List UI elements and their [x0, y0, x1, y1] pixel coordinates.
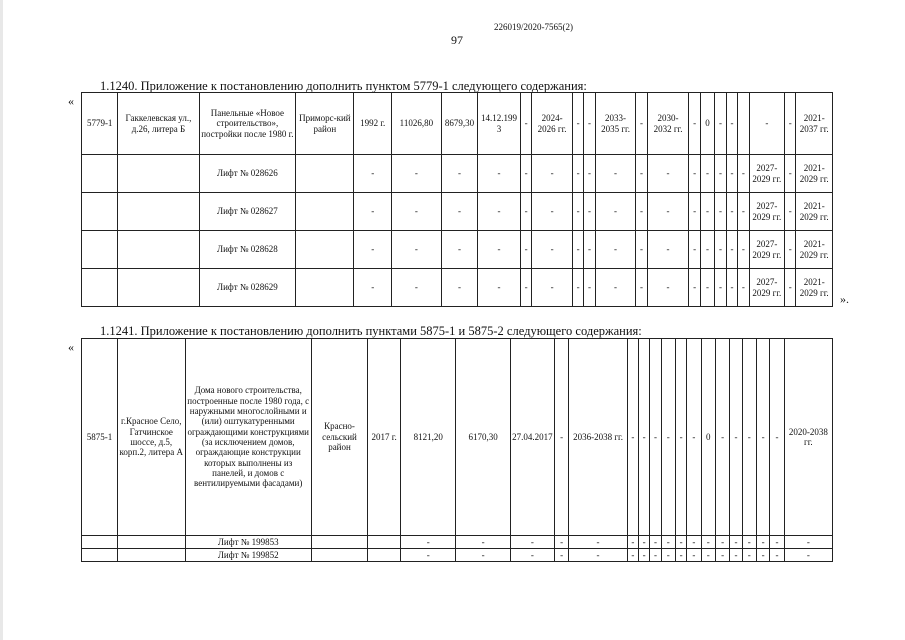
dash-cell: -: [726, 155, 737, 193]
dash-cell: -: [700, 269, 715, 307]
value-cell: -: [520, 93, 531, 155]
dash-cell: -: [520, 231, 531, 269]
table-row-lift: [82, 231, 833, 269]
dash-cell: -: [756, 536, 769, 549]
dash-cell: -: [354, 193, 391, 231]
lift-name: Лифт № 199853: [185, 536, 311, 549]
living-area-cell: 8679,30: [441, 93, 477, 155]
dash-cell: -: [391, 269, 441, 307]
scan-edge: [0, 0, 3, 640]
period-cell: 2021-2029 гг.: [796, 155, 833, 193]
dash-cell: -: [687, 549, 701, 562]
dash-cell: -: [715, 536, 729, 549]
dash-cell: -: [572, 269, 583, 307]
value-cell: 0: [700, 93, 715, 155]
dash-cell: -: [730, 339, 742, 536]
dash-cell: -: [572, 155, 583, 193]
dash-cell: -: [687, 339, 701, 536]
value-cell: 0: [701, 339, 715, 536]
dash-cell: -: [456, 536, 510, 549]
dash-cell: -: [554, 536, 568, 549]
section-1240-heading: 1.1240. Приложение к постановлению дополнить пунктом 5779-1 следующего содержания:: [100, 79, 587, 93]
lift-name: Лифт № 199852: [185, 549, 311, 562]
period-cell: 2020-2038 гг.: [784, 339, 832, 536]
dash-cell: -: [639, 339, 650, 536]
dash-cell: -: [650, 536, 661, 549]
dash-cell: -: [785, 231, 796, 269]
dash-cell: -: [441, 193, 477, 231]
total-area-cell: 8121,20: [401, 339, 456, 536]
dash-cell: -: [785, 269, 796, 307]
dash-cell: -: [532, 231, 573, 269]
dash-cell: -: [770, 549, 784, 562]
dash-cell: -: [354, 269, 391, 307]
dash-cell: -: [456, 549, 510, 562]
table-row-main: [82, 93, 833, 155]
dash-cell: -: [569, 549, 627, 562]
dash-cell: -: [478, 231, 521, 269]
dash-cell: -: [785, 155, 796, 193]
dash-cell: -: [700, 155, 715, 193]
dash-cell: -: [391, 193, 441, 231]
dash-cell: -: [687, 536, 701, 549]
dash-cell: -: [730, 549, 742, 562]
section-1241-heading: 1.1241. Приложение к постановлению дополнить пунктами 5875-1 и 5875-2 следующего содержания:: [100, 324, 642, 338]
dash-cell: -: [569, 536, 627, 549]
date-cell: 14.12.1993: [478, 93, 521, 155]
dash-cell: -: [661, 549, 675, 562]
dash-cell: -: [715, 549, 729, 562]
dash-cell: -: [701, 536, 715, 549]
value-cell: -: [572, 93, 583, 155]
dash-cell: -: [647, 193, 689, 231]
dash-cell: -: [726, 231, 737, 269]
close-quote: ».: [840, 292, 849, 306]
dash-cell: -: [584, 269, 595, 307]
dash-cell: -: [650, 339, 661, 536]
dash-cell: -: [738, 269, 749, 307]
dash-cell: -: [391, 231, 441, 269]
table-row-lift: [82, 155, 833, 193]
dash-cell: -: [726, 269, 737, 307]
dash-cell: -: [661, 536, 675, 549]
dash-cell: -: [441, 155, 477, 193]
dash-cell: -: [520, 155, 531, 193]
table-item-5779-1: [81, 92, 833, 307]
dash-cell: -: [738, 193, 749, 231]
dash-cell: -: [647, 231, 689, 269]
dash-cell: -: [700, 193, 715, 231]
dash-cell: -: [391, 155, 441, 193]
dash-cell: -: [738, 155, 749, 193]
value-cell: -: [584, 93, 595, 155]
dash-cell: -: [636, 231, 647, 269]
dash-cell: -: [401, 536, 456, 549]
dash-cell: -: [510, 549, 554, 562]
dash-cell: -: [572, 193, 583, 231]
table-item-5875-1: [81, 338, 833, 562]
dash-cell: -: [639, 549, 650, 562]
lift-name: Лифт № 028627: [199, 193, 296, 231]
value-cell: -: [554, 339, 568, 536]
lift-name: Лифт № 028626: [199, 155, 296, 193]
open-quote: «: [68, 94, 74, 108]
dash-cell: -: [661, 339, 675, 536]
table-row-main: [82, 339, 833, 536]
dash-cell: -: [584, 231, 595, 269]
open-quote: «: [68, 340, 74, 354]
dash-cell: -: [510, 536, 554, 549]
dash-cell: -: [636, 193, 647, 231]
period-cell: 2033-2035 гг.: [595, 93, 636, 155]
value-cell: -: [715, 93, 726, 155]
dash-cell: -: [647, 155, 689, 193]
value-cell: -: [785, 93, 796, 155]
year-cell: 2017 г.: [368, 339, 401, 536]
lift-name: Лифт № 028629: [199, 269, 296, 307]
dash-cell: -: [478, 269, 521, 307]
value-cell: -: [636, 93, 647, 155]
dash-cell: -: [675, 536, 686, 549]
dash-cell: -: [354, 231, 391, 269]
item-number: 5779-1: [82, 93, 118, 155]
dash-cell: -: [715, 231, 726, 269]
address-cell: г.Красное Село, Гатчинское шоссе, д.5, корп.2, литера А: [117, 339, 185, 536]
district-cell: Красно-сельский район: [311, 339, 367, 536]
dash-cell: -: [595, 155, 636, 193]
dash-cell: -: [595, 269, 636, 307]
period-cell: 2027-2029 гг.: [749, 193, 784, 231]
period-cell: 2021-2029 гг.: [796, 231, 833, 269]
item-number: 5875-1: [82, 339, 118, 536]
period-cell: 2036-2038 гг.: [569, 339, 627, 536]
period-cell: 2027-2029 гг.: [749, 231, 784, 269]
dash-cell: -: [584, 155, 595, 193]
dash-cell: -: [675, 549, 686, 562]
dash-cell: -: [532, 155, 573, 193]
dash-cell: -: [478, 193, 521, 231]
dash-cell: -: [742, 536, 756, 549]
dash-cell: -: [639, 536, 650, 549]
dash-cell: -: [595, 231, 636, 269]
address-cell: Гаккелевская ул., д.26, литера Б: [118, 93, 199, 155]
dash-cell: -: [441, 269, 477, 307]
dash-cell: -: [784, 536, 832, 549]
dash-cell: -: [478, 155, 521, 193]
period-cell: 2024-2026 гг.: [532, 93, 573, 155]
dash-cell: -: [784, 549, 832, 562]
dash-cell: -: [636, 155, 647, 193]
total-area-cell: 11026,80: [391, 93, 441, 155]
dash-cell: -: [689, 231, 700, 269]
dash-cell: -: [701, 549, 715, 562]
dash-cell: -: [756, 549, 769, 562]
table-row-lift: [82, 269, 833, 307]
dash-cell: -: [354, 155, 391, 193]
dash-cell: -: [627, 339, 638, 536]
period-cell: 2021-2037 гг.: [796, 93, 833, 155]
table-row-lift: [82, 549, 833, 562]
dash-cell: -: [689, 269, 700, 307]
year-cell: 1992 г.: [354, 93, 391, 155]
dash-cell: -: [726, 193, 737, 231]
document-number: 226019/2020-7565(2): [494, 22, 573, 32]
dash-cell: -: [689, 155, 700, 193]
table-row-lift: [82, 536, 833, 549]
dash-cell: -: [584, 193, 595, 231]
dash-cell: -: [441, 231, 477, 269]
value-cell: -: [749, 93, 784, 155]
dash-cell: -: [770, 339, 784, 536]
dash-cell: -: [627, 536, 638, 549]
period-cell: 2027-2029 гг.: [749, 155, 784, 193]
dash-cell: -: [715, 193, 726, 231]
dash-cell: -: [715, 269, 726, 307]
dash-cell: -: [532, 193, 573, 231]
dash-cell: -: [554, 549, 568, 562]
lift-name: Лифт № 028628: [199, 231, 296, 269]
dash-cell: -: [650, 549, 661, 562]
dash-cell: -: [532, 269, 573, 307]
dash-cell: -: [700, 231, 715, 269]
dash-cell: -: [675, 339, 686, 536]
district-cell: Приморс-кий район: [296, 93, 354, 155]
dash-cell: -: [738, 231, 749, 269]
dash-cell: -: [401, 549, 456, 562]
dash-cell: -: [520, 193, 531, 231]
dash-cell: -: [785, 193, 796, 231]
dash-cell: -: [756, 339, 769, 536]
dash-cell: -: [647, 269, 689, 307]
period-cell: 2030-2032 гг.: [647, 93, 689, 155]
dash-cell: -: [689, 193, 700, 231]
dash-cell: -: [715, 155, 726, 193]
dash-cell: -: [770, 536, 784, 549]
building-type-cell: Панельные «Новое строительство», постройки после 1980 г.: [199, 93, 296, 155]
dash-cell: -: [730, 536, 742, 549]
period-cell: 2021-2029 гг.: [796, 269, 833, 307]
dash-cell: -: [636, 269, 647, 307]
period-cell: 2027-2029 гг.: [749, 269, 784, 307]
value-cell: -: [689, 93, 700, 155]
dash-cell: -: [572, 231, 583, 269]
table-row-lift: [82, 193, 833, 231]
page-number: 97: [451, 33, 463, 47]
living-area-cell: 6170,30: [456, 339, 510, 536]
dash-cell: -: [742, 549, 756, 562]
building-type-cell: Дома нового строительства, построенные после 1980 года, с наружными многослойными и (или) оштукатуренными ограждающими конструкциями (за исключением домов, ограждающие конструкции которых выполнены из панелей, и домов с вентилируемыми фасадами): [185, 339, 311, 536]
period-cell: 2021-2029 гг.: [796, 193, 833, 231]
dash-cell: -: [520, 269, 531, 307]
dash-cell: -: [742, 339, 756, 536]
date-cell: 27.04.2017: [510, 339, 554, 536]
dash-cell: -: [715, 339, 729, 536]
dash-cell: -: [595, 193, 636, 231]
value-cell: -: [726, 93, 737, 155]
dash-cell: -: [627, 549, 638, 562]
value-cell: [738, 93, 749, 155]
